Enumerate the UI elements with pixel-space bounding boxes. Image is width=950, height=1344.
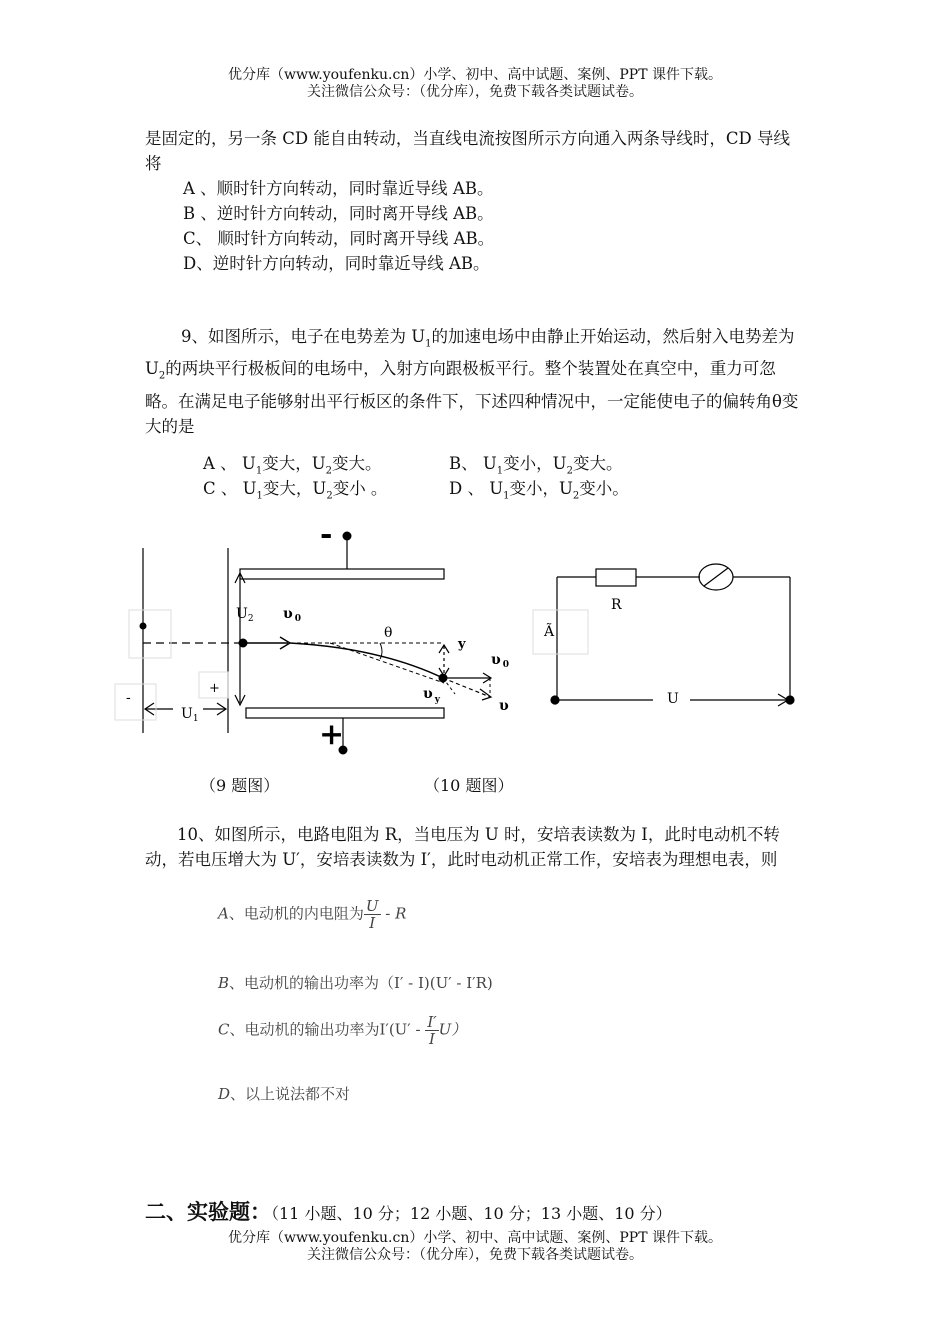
fraction-i-prime-over-i: $\frac{I'}{I}$ [427,1013,437,1048]
q10-option-c: C、电动机的输出功率为I′(U′ - $\frac{I'}{I}$ U） [218,1013,467,1048]
fig9-y-label: y [458,637,466,652]
fig9-v0-label: υ $_0$ [283,606,301,624]
footer-line-2: 关注微信公众号：（优分库），免费下载各类试题试卷。 [307,1247,643,1263]
q10-option-b: B、电动机的输出功率为（I′ - I)(U′ - I′R) [218,974,493,992]
q9-option-d: D 、 $U_1$变小，$U_2$变小。 [449,479,629,502]
q8-option-b: B 、逆时针方向转动，同时离开导线 AB。 [183,204,494,223]
figure-9 [115,532,491,754]
fig9-plus-small: + [209,681,220,696]
fig9-plus-sign: + [319,717,345,752]
ammeter-box [533,610,588,654]
q8-stem: 是固定的，另一条 CD 能自由转动，当直线电流按图所示方向通入两条导线时，CD 导线将 [145,129,790,173]
q8-option-d: D、逆时针方向转动，同时靠近导线 AB。 [183,254,490,273]
figure-10-labels [543,597,679,707]
fig9-minus-small: - [126,690,131,706]
q9-stem: 9、如图所示，电子在电势差为 $U_1$的加速电场中由静止开始运动，然后射入电势差为 $U_2$的两块平行极板间的电场中，入射方向跟极板平行。整个装置处在真空中，重力可忽略。在满足电子能够射出平行板区的条件下，下述四种情况中，一定能使电子的偏转角θ变大的是 [145,327,799,436]
header-line-2: 关注微信公众号：（优分库），免费下载各类试题试卷。 [307,84,643,100]
footer-line-1: 优分库（www.youfenku.cn）小学、初中、高中试题、案例、PPT 课件下载。 [227,1230,722,1246]
ammeter-icon: Ã [544,624,555,640]
fig9-v0-right-label: υ $_0$ [491,652,509,670]
lower-plate [246,708,444,718]
header-line-1: 优分库（www.youfenku.cn）小学、初中、高中试题、案例、PPT 课件下载。 [227,67,722,83]
fraction-u-over-i: $\frac{U}{I}$ [365,897,379,932]
q9-option-c: C 、 $U_1$变大，$U_2$变小 。 [203,479,388,502]
q8-option-c: C、 顺时针方向转动，同时离开导线 AB。 [183,229,495,248]
fig9-caption: （9 题图） [200,776,280,795]
q10-option-a: A、电动机的内电阻为 $\frac{U}{I}$ - R [218,897,407,932]
fig10-u-label: U [667,691,679,707]
q9-option-b: B、 $U_1$变小，$U_2$变大。 [449,454,623,477]
fig10-r-label: R [611,597,622,613]
electron-trajectory [290,643,443,678]
upper-plate [240,569,444,579]
figure-10 [533,564,794,706]
fig9-v-label: υ [499,698,509,714]
fig9-u1-label: $U_1$ [181,706,199,724]
q9-option-a: A 、 $U_1$变大，$U_2$变大。 [203,454,382,477]
fig9-u2-label: $U_2$ [236,606,254,624]
q10-option-d: D、以上说法都不对 [218,1085,351,1103]
page-footer [0,1230,950,1264]
resistor-r [596,569,636,586]
fig9-vy-label: υ $_y$ [423,686,440,705]
figure-9-labels [126,517,509,752]
upper-terminal [343,532,351,540]
fig10-caption: （10 题图） [424,776,514,795]
fig9-theta-label: θ [384,625,393,641]
q8-option-a: A 、顺时针方向转动，同时靠近导线 AB。 [183,179,494,198]
fig9-minus-sign: - [320,517,333,552]
q10-stem: 10、如图所示，电路电阻为 R，当电压为 U 时，安培表读数为 I，此时电动机不转动，若电压增大为 U′，安培表读数为 I′，此时电动机正常工作，安培表为理想电表，则 [145,825,780,869]
section-2-heading: 二、实验题：（11 小题、10 分；12 小题、10 分；13 小题、10 分） [145,1200,672,1224]
